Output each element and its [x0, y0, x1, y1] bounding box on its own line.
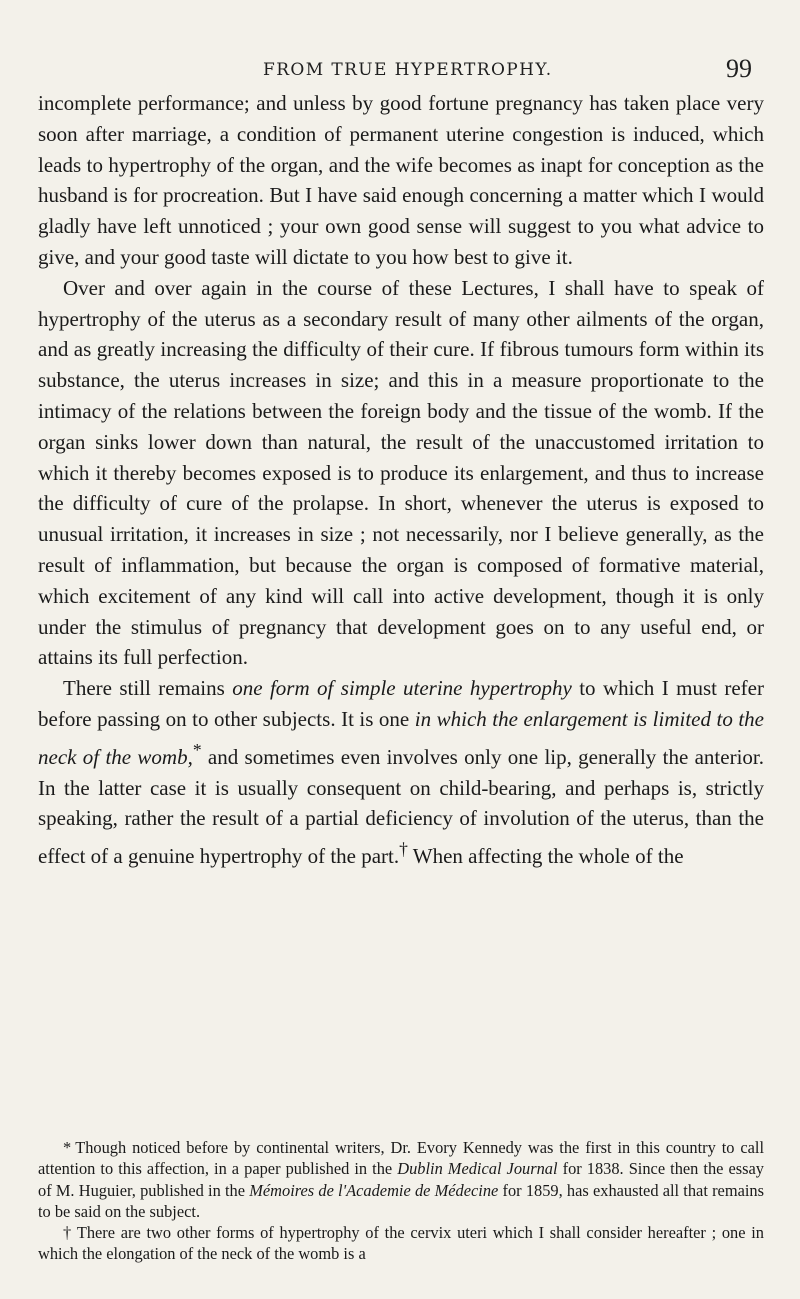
- footnote-1-text-end: for 1859, has exhausted all that remains to be said on the subject.: [38, 1180, 764, 1221]
- paragraph-1: incomplete performance; and unless by good fortune pregnancy has taken place very soon after marriage, a condition of permanent uterine congestion is induced, which leads to hypertrophy of the organ, and the wife becomes as inapt for conception as the husband is for procreation. But I have said enough concerning a matter which I would gladly have left unnoticed ; your own good sense will suggest to you what advice to give, and your good taste will dictate to you how best to give it.: [38, 91, 764, 269]
- footnote-1-mark: *: [63, 1138, 72, 1157]
- footnote-1-memoires: Mémoires de l'Academie de Médecine: [249, 1180, 499, 1200]
- footnote-2-text: There are two other forms of hypertrophy of the cervix uteri which I shall consider hereafter ; one in which the elongation of the neck of the womb is a: [38, 1223, 764, 1264]
- paragraph-3-text-end: When affecting the whole of the: [407, 844, 684, 869]
- footnote-ref-dagger: †: [399, 839, 408, 860]
- footnotes: [38, 1137, 764, 1265]
- footnote-2-mark: †: [63, 1223, 73, 1243]
- paragraph-2: Over and over again in the course of these Lectures, I shall have to speak of hypertrophy of the uterus as a secondary result of many other ailments of the organ, and as greatly increasing the difficulty of their cure. If fibrous tumours form within its substance, the uterus increases in size; and this in a measure proportionate to the intimacy of the relations between the foreign body and the tissue of the womb. If the organ sinks lower down than natural, the result of the unaccustomed irritation to which it thereby becomes exposed is to produce its enlargement, and thus to increase the difficulty of cure of the prolapse. In short, whenever the uterus is exposed to unusual irritation, it increases in size ; not necessarily, nor I believe generally, as the result of inflammation, but because the organ is composed of formative material, which excitement of any kind will call into active development, though it is only under the stimulus of pregnancy that development goes on to any useful end, or attains its full perfection.: [38, 275, 764, 670]
- footnote-1-journal: Dublin Medical Journal: [397, 1159, 558, 1179]
- italic-phrase-simple-hypertrophy: one form of simple uterine hypertrophy: [232, 676, 572, 701]
- italic-phrase-neck-of-womb: in which the enlargement is limited to the neck of the womb,: [38, 706, 764, 769]
- paragraph-3: [38, 673, 764, 872]
- paragraph-3-text-start: There still remains: [63, 676, 233, 701]
- body-text: [38, 88, 764, 872]
- footnote-1-text-start: Though noticed before by continental writers, Dr. Evory Kennedy was the first in this country to call attention to this affection, in a paper published in the: [38, 1138, 764, 1179]
- footnote-1-text-middle: for 1838. Since then the essay of M. Huguier, published in the: [38, 1159, 764, 1200]
- running-title: FROM TRUE HYPERTROPHY.: [263, 60, 553, 80]
- paragraph-3-text-middle: to which I must refer before passing on to other subjects. It is one: [38, 676, 764, 731]
- footnote-1: [38, 1137, 764, 1222]
- page-number: 99: [726, 54, 752, 83]
- paragraph-3-text-after: and sometimes even involves only one lip, generally the anterior. In the latter case it is usually consequent on child-bearing, and perhaps is, strictly speaking, rather the result of a partial deficiency of involution of the uterus, than the effect of a genuine hypertrophy of the part.: [38, 744, 764, 869]
- footnote-2: [38, 1222, 764, 1265]
- page-header: [0, 50, 800, 90]
- footnote-ref-star: *: [192, 739, 202, 760]
